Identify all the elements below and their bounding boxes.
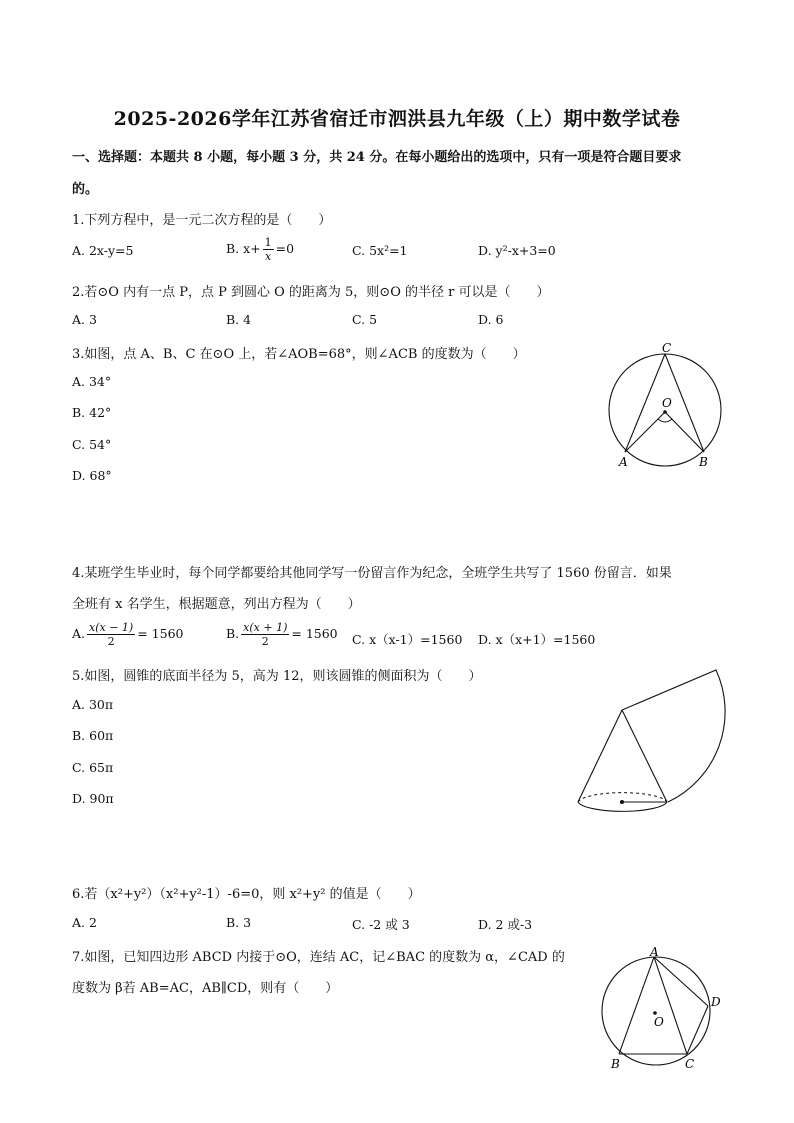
- q5-sector-net: [622, 670, 725, 802]
- q2-option-b: B. 4: [226, 312, 252, 327]
- q1-option-b-prefix: B. x+: [226, 241, 261, 256]
- q4-option-b-fraction: [241, 621, 289, 648]
- q7-label-b: B: [611, 1057, 620, 1071]
- q3-angle-arc: [658, 419, 672, 422]
- q3-option-d: D. 68°: [72, 468, 112, 483]
- page-title: 2025-2026学年江苏省宿迁市泗洪县九年级（上）期中数学试卷: [113, 108, 681, 130]
- section-heading-line1: 一、选择题：本题共 8 小题，每小题 3 分，共 24 分。在每小题给出的选项中，只有一项是符合题目要求: [72, 150, 682, 165]
- q7-label-a: A: [650, 945, 659, 959]
- q1-b-denominator: x: [265, 250, 272, 263]
- q3-chord-ca: [625, 354, 665, 452]
- q7-stem-line1: 7.如图，已知四边形 ABCD 内接于⊙O，连结 AC，记∠BAC 的度数为 α，∠CAD 的: [72, 950, 565, 965]
- q4-option-b-prefix: B.: [226, 626, 240, 641]
- q6-option-a: A. 2: [72, 915, 97, 930]
- q6-option-b: B. 3: [226, 915, 252, 930]
- q7-label-c: C: [685, 1057, 695, 1071]
- q4-option-d: D. x（x+1）=1560: [478, 632, 596, 647]
- section-heading-line2: 的。: [72, 182, 99, 197]
- q4-option-a-prefix: A.: [72, 626, 86, 641]
- q1-option-a: A. 2x-y=5: [72, 243, 134, 258]
- q1-option-d: D. y²-x+3=0: [478, 243, 556, 258]
- q3-stem: 3.如图，点 A、B、C 在⊙O 上，若∠AOB=68°，则∠ACB 的度数为（ ）: [72, 347, 526, 362]
- q2-option-c: C. 5: [352, 312, 378, 327]
- q5-option-d: D. 90π: [72, 791, 114, 806]
- q3-label-a: A: [619, 455, 628, 469]
- q5-option-b: B. 60π: [72, 728, 114, 743]
- q3-option-c: C. 54°: [72, 437, 112, 452]
- q4-stem-line1: 4.某班学生毕业时，每个同学都要给其他同学写一份留言作为纪念，全班学生共写了 1560 份留言．如果: [72, 566, 672, 581]
- q7-label-d: D: [711, 995, 721, 1009]
- q5-cone-right-edge: [622, 710, 667, 802]
- q6-stem: 6.若（x²+y²）（x²+y²-1）-6=0，则 x²+y² 的值是（ ）: [72, 887, 421, 902]
- q3-label-c: C: [662, 341, 672, 355]
- q4-b-denominator: 2: [261, 635, 269, 648]
- q4-option-a: [72, 621, 183, 648]
- q3-option-a: A. 34°: [72, 374, 112, 389]
- q5-stem: 5.如图，圆锥的底面半径为 5，高为 12，则该圆锥的侧面积为（ ）: [72, 669, 482, 684]
- q5-cone-figure: [570, 662, 730, 822]
- q4-stem-line2: 全班有 x 名学生，根据题意，列出方程为（ ）: [72, 597, 361, 612]
- q3-circle-figure: [600, 340, 730, 475]
- q3-option-b: B. 42°: [72, 405, 112, 420]
- q3-label-o: O: [662, 396, 672, 410]
- q4-option-a-suffix: = 1560: [137, 626, 184, 641]
- q3-label-b: B: [699, 455, 708, 469]
- q4-b-numerator: x(x + 1): [243, 621, 288, 634]
- q3-radius-oa: [625, 412, 665, 452]
- q5-option-c: C. 65π: [72, 760, 114, 775]
- q1-b-numerator: 1: [264, 236, 272, 249]
- q1-option-c: C. 5x²=1: [352, 243, 408, 258]
- q2-option-d: D. 6: [478, 312, 504, 327]
- q4-option-a-fraction: [87, 621, 135, 648]
- q1-option-b-suffix: =0: [275, 241, 295, 256]
- q4-a-denominator: 2: [107, 635, 115, 648]
- q3-center-dot: [663, 410, 667, 414]
- q5-cone-left-edge: [578, 710, 622, 802]
- q4-option-b-suffix: = 1560: [291, 626, 338, 641]
- q5-option-a: A. 30π: [72, 697, 114, 712]
- q1-option-b: [226, 236, 294, 263]
- q6-option-c: C. -2 或 3: [352, 917, 410, 932]
- q7-circle-figure: [594, 944, 724, 1074]
- q7-side-ab: [619, 957, 654, 1054]
- q7-circle: [602, 957, 710, 1065]
- q4-option-b: [226, 621, 338, 648]
- q7-stem-line2: 度数为 β若 AB=AC，AB∥CD，则有（ ）: [72, 981, 339, 996]
- q7-label-o: O: [654, 1015, 664, 1029]
- q4-a-numerator: x(x − 1): [89, 621, 134, 634]
- q6-option-d: D. 2 或-3: [478, 917, 533, 932]
- q1-stem: 1.下列方程中，是一元二次方程的是（ ）: [72, 213, 332, 228]
- q1-option-b-fraction: [263, 236, 274, 263]
- q2-option-a: A. 3: [72, 312, 97, 327]
- q3-radius-ob: [665, 412, 704, 452]
- q2-stem: 2.若⊙O 内有一点 P，点 P 到圆心 O 的距离为 5，则⊙O 的半径 r 可以是（ ）: [72, 285, 550, 300]
- q7-side-dc: [687, 1006, 708, 1054]
- q5-base-center: [620, 800, 624, 804]
- q4-option-c: C. x（x-1）=1560: [352, 632, 463, 647]
